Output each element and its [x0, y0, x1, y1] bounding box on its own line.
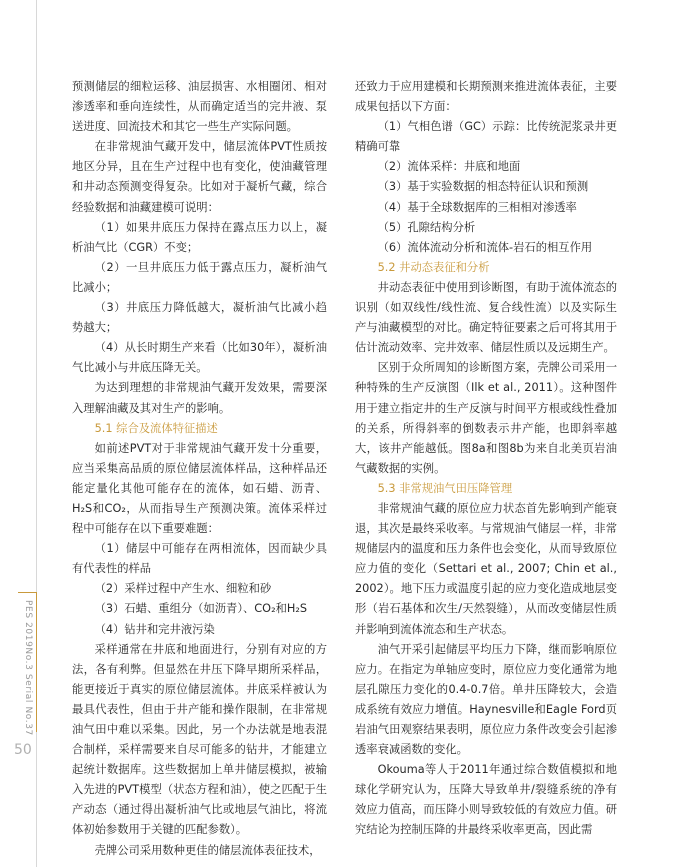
paragraph: 采样通常在井底和地面进行，分别有对应的方法，各有利弊。但显然在井压下降早期所采样品，能更接近于真实的原位储层流体。井底采样被认为最具代表性，但由于井产能和操作限制，在非常规油气田中难以采集。因此，另一个办法就是地表混合制样，采样需要来自尽可能多的钻井，才能建立起统计数据库。这些数据加上单井储层模拟，被输入先进的PVT模型（状态方程和油），使之匹配于生产动态（通过得出凝析油气比或地层气油比，将流体初始参数用于关键的匹配参数）。: [72, 642, 327, 837]
section-heading: 5.1 综合及流体特征描述: [94, 421, 218, 435]
margin-accent-tick: [18, 592, 37, 593]
list-item: （4）基于全球数据库的三相相对渗透率: [377, 200, 577, 214]
list-item: （2）一旦井底压力低于露点压力，凝析油气比减小；: [72, 260, 327, 294]
list-item: （5）孔隙结构分析: [377, 220, 476, 234]
paragraph: 壳牌公司采用数种更佳的储层流体表征技术，: [94, 843, 321, 857]
paragraph: 非常规油气藏的原位应力状态首先影响到产能衰退，其次是最终采收率。与常规油气储层一样，非常规储层内的温度和压力条件也会变化，从而导致原位应力值的变化（Settari et al., 2007; Chin et al., 2002）。地下压力或温度引起的应力变化造成地层变形（岩石基体和次生/天然裂缝），从而改变储层性质并影响到流体流态和生产状态。: [355, 501, 617, 636]
list-item: （3）石蜡、重组分（如沥青）、CO₂和H₂S: [94, 602, 308, 616]
paragraph: 为达到理想的非常规油气藏开发效果，需要深入理解油藏及其对生产的影响。: [72, 381, 327, 415]
paragraph: 在非常规油气藏开发中，储层流体PVT性质按地区分异，且在生产过程中也有变化，使油藏管理和井动态预测变得复杂。比如对于凝析气藏，综合经验数据和油藏建模可说明：: [72, 140, 327, 214]
paragraph: 还致力于应用建模和长期预测来推进流体表征，主要成果包括以下方面：: [355, 80, 617, 114]
section-heading: 5.2 井动态表征和分析: [377, 260, 490, 274]
list-item: （3）井底压力降低越大，凝析油气比减小趋势越大；: [72, 301, 327, 335]
list-item: （1）气相色谱（GC）示踪：比传统泥浆录井更精确可靠: [355, 120, 617, 154]
list-item: （4）从长时期生产来看（比如30年），凝析油气比减小与井底压降无关。: [72, 341, 327, 375]
list-item: （6）流体流动分析和流体-岩石的相互作用: [377, 240, 593, 254]
paragraph: 油气开采引起储层平均压力下降，继而影响原位应力。在指定为单轴应变时，原位应力变化通常为地层孔隙压力变化的0.4-0.7倍。单井压降较大，会造成系统有效应力增值。Haynesville和Eagle Ford页岩油气田观察结果表明，原位应力条件改变会引起渗透率衰减函数的变化。: [355, 642, 617, 757]
margin-rule: [36, 0, 37, 867]
list-item: （4）钻井和完井液污染: [94, 622, 215, 636]
journal-info: PES 2019No.3 Serial No.37: [23, 600, 33, 736]
paragraph: 井动态表征中使用到诊断图，有助于流体流态的识别（如双线性/线性流、复合线性流）以及实际生产与油藏模型的对比。确定特征要素之后可将其用于估计流动效率、完井效率、储层性质以及远期生产。: [355, 280, 617, 355]
list-item: （3）基于实验数据的相态特征认识和预测: [377, 180, 589, 194]
left-column: [72, 77, 327, 857]
list-item: （2）流体采样：井底和地面: [377, 160, 521, 174]
list-item: （1）储层中可能存在两相流体，因而缺少具有代表性的样品: [72, 542, 327, 576]
page-number: 50: [14, 742, 32, 758]
paragraph: 区别于众所周知的诊断图方案，壳牌公司采用一种特殊的生产反演图（Ilk et al., 2011）。这种图件用于建立指定井的生产反演与时间平方根或线性叠加的关系，所得斜率的倒数表示井产能，也即斜率越大，该井产能越低。图8a和图8b为来自北美页岩油气藏数据的实例。: [355, 361, 617, 475]
list-item: （2）采样过程中产生水、细粒和砂: [94, 582, 272, 596]
paragraph: 如前述PVT对于非常规油气藏开发十分重要，应当采集高品质的原位储层流体样品，这种样品还能定量化其他可能存在的流体，如石蜡、沥青、H₂S和CO₂，从而指导生产预测决策。流体采样过程中可能存在以下重要难题：: [72, 441, 327, 536]
section-heading: 5.3 非常规油气田压降管理: [377, 481, 513, 495]
list-item: （1）如果井底压力保持在露点压力以上，凝析油气比（CGR）不变；: [72, 220, 327, 254]
margin-accent-bar: [36, 592, 37, 732]
paragraph: 预测储层的细粒运移、油层损害、水相圈闭、相对渗透率和垂向连续性，从而确定适当的完井液、泵送进度、回流技术和其它一些生产实际问题。: [72, 80, 327, 134]
paragraph: Okouma等人于2011年通过综合数值模拟和地球化学研究认为，压降大导致单井/裂缝系统的净有效应力值高，而压降小则导致较低的有效应力值。研究结论为控制压降的井最终采收率更高，因此需: [355, 763, 617, 837]
right-column: [355, 77, 617, 847]
